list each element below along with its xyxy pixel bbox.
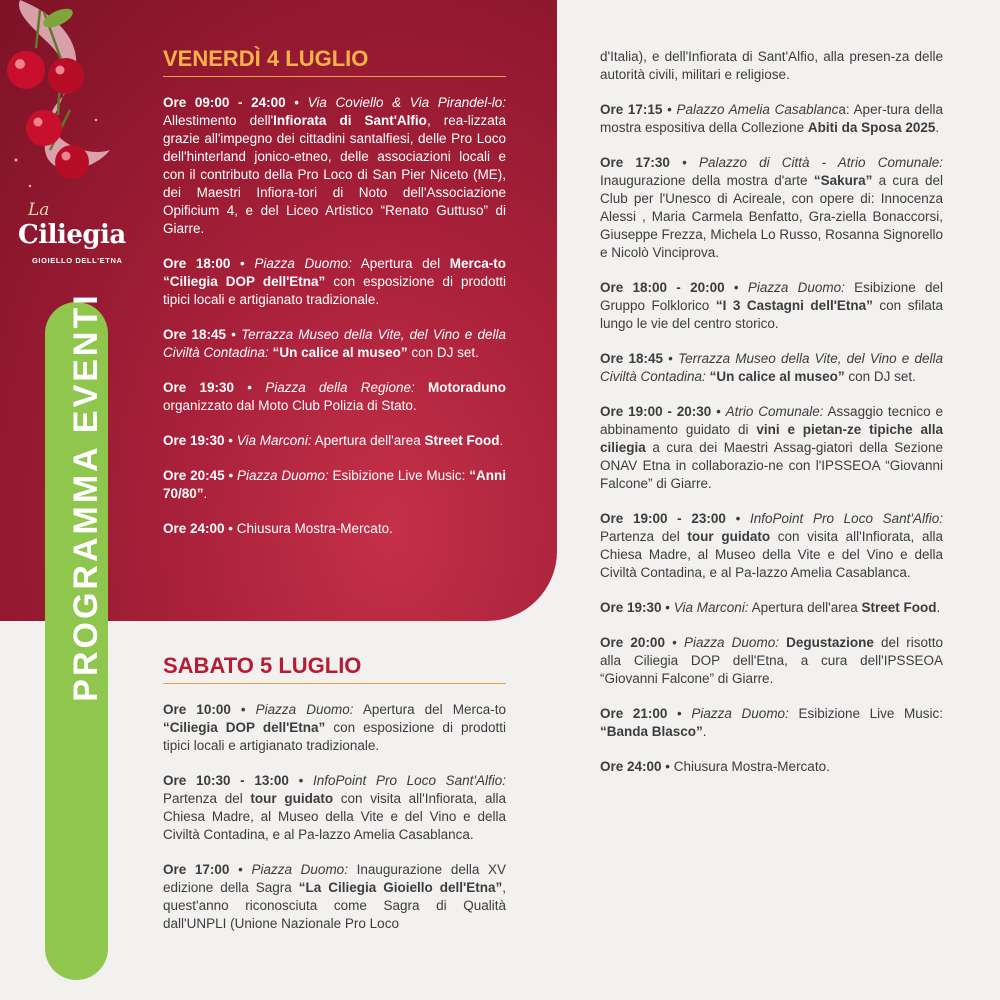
saturday-title: SABATO 5 LUGLIO [163, 652, 506, 684]
event-time: Ore 18:00 - 20:00 [600, 280, 725, 295]
event-text: con esposizione di prodotti tipici locali e artigianato tradizionale. [163, 720, 506, 753]
event-text: Apertura dell'area [311, 433, 425, 448]
event-item [600, 403, 943, 493]
event-separator: • [711, 404, 726, 419]
event-place: Piazza Duomo: [747, 280, 845, 295]
friday-event-list [163, 94, 506, 538]
event-item [600, 758, 943, 776]
event-text: Allestimento dell' [163, 113, 274, 128]
event-separator: • [234, 380, 266, 395]
event-separator: • [669, 155, 699, 170]
event-place: Piazza Duomo: [251, 862, 348, 877]
event-item [600, 48, 943, 84]
event-text: Assaggio tecnico e abbinamento guidato di [600, 404, 943, 437]
side-banner-label: PROGRAMMA EVENTI [67, 292, 105, 702]
event-text: . [702, 724, 707, 739]
event-place: Terrazza Museo della Vite, del Vino e della Civiltà Contadina: [163, 327, 506, 360]
event-time: Ore 20:45 [163, 468, 225, 483]
event-text: . [936, 600, 941, 615]
event-text: Esibizione Live Music: [788, 706, 944, 721]
friday-title: VENERDÌ 4 LUGLIO [163, 45, 506, 77]
event-highlight: “Un calice al museo” [272, 345, 408, 360]
event-text: Inaugurazione della mostra d'arte [600, 173, 814, 188]
event-separator: • [230, 702, 256, 717]
event-highlight: Infiorata di Sant'Alfio [273, 113, 427, 128]
event-item [600, 101, 943, 137]
event-time: Ore 17:30 [600, 155, 670, 170]
event-text: , quest'anno riconosciuta come Sagra di Qualità dall'UNPLI (Unione Nazionale Pro Loco [163, 880, 507, 931]
event-separator: • [662, 351, 679, 366]
event-place: Via Marconi: [236, 433, 312, 448]
side-banner [45, 292, 108, 980]
event-highlight: Merca-to “Ciliegia DOP dell'Etna” [163, 256, 507, 289]
event-separator: • [230, 256, 255, 271]
event-highlight: “I 3 Castagni dell'Etna” [715, 298, 873, 313]
event-place: Via Coviello & Via Pirandel-lo: [307, 95, 506, 110]
event-time: Ore 18:45 [163, 327, 226, 342]
event-time: Ore 19:30 [163, 380, 235, 395]
event-text: con DJ set. [407, 345, 479, 360]
event-text: Chiusura Mostra-Mercato. [673, 759, 830, 774]
event-place: Piazza Duomo: [255, 702, 354, 717]
saturday-continued-column [600, 48, 943, 793]
event-text: con visita all'Infiorata, alla Chiesa Madre, al Museo della Vite e del Vino e della Civiltà Contadina, e al Pa-lazzo Amelia Casablanca. [163, 791, 506, 842]
event-time: Ore 24:00 [163, 521, 225, 536]
event-separator: • [661, 600, 674, 615]
logo-la: La [28, 200, 50, 220]
event-text: con esposizione di prodotti tipici locali e artigianato tradizionale. [163, 274, 506, 307]
event-text: con DJ set. [844, 369, 916, 384]
event-text: con visita all'Infiorata, alla Chiesa Madre, al Museo della Vite e del Vino e della Civiltà Contadina, e al Pa-lazzo Amelia Casablanca. [600, 529, 943, 580]
event-place: Via Marconi: [673, 600, 749, 615]
event-item [600, 154, 943, 262]
event-item [600, 350, 943, 386]
event-separator: • [224, 433, 237, 448]
event-separator: • [224, 521, 237, 536]
event-text: d'Italia), e dell'Infiorata di Sant'Alfio, alla presen-za delle autorità civili, militari e religiose. [600, 49, 943, 82]
event-text [415, 380, 428, 395]
event-separator: • [288, 773, 313, 788]
event-highlight: tour guidato [250, 791, 334, 806]
event-highlight: vini e pietan-ze tipiche alla ciliegia [600, 422, 943, 455]
event-highlight: “Un calice al museo” [709, 369, 845, 384]
event-highlight: Motoraduno [428, 380, 506, 395]
event-text: Apertura del [351, 256, 450, 271]
event-time: Ore 19:30 [600, 600, 662, 615]
event-text: con sfilata lungo le vie del centro storico. [600, 298, 943, 331]
event-text: Chiusura Mostra-Mercato. [236, 521, 393, 536]
event-place: Piazza Duomo: [237, 468, 329, 483]
event-item [600, 279, 943, 333]
event-text: Partenza del [600, 529, 688, 544]
event-time: Ore 17:00 [163, 862, 230, 877]
event-separator: • [229, 862, 252, 877]
event-separator: • [224, 468, 238, 483]
event-time: Ore 18:45 [600, 351, 663, 366]
event-text: Esibizione Live Music: [328, 468, 470, 483]
event-separator: • [285, 95, 308, 110]
event-item [163, 467, 506, 503]
event-separator: • [661, 759, 674, 774]
saturday-event-list [163, 701, 506, 933]
event-time: Ore 19:00 - 23:00 [600, 511, 726, 526]
event-separator: • [662, 102, 677, 117]
event-text: Apertura dell'area [748, 600, 862, 615]
event-item [600, 634, 943, 688]
event-text: . [499, 433, 504, 448]
event-time: Ore 19:30 [163, 433, 225, 448]
event-item [600, 510, 943, 582]
event-item [600, 705, 943, 741]
event-highlight: Degustazione [786, 635, 874, 650]
event-highlight: Abiti da Sposa 2025 [807, 120, 936, 135]
event-time: Ore 10:00 [163, 702, 231, 717]
event-place: Piazza Duomo: [254, 256, 352, 271]
event-item [163, 432, 506, 450]
event-place: InfoPoint Pro Loco Sant'Alfio: [750, 511, 943, 526]
event-time: Ore 10:30 - 13:00 [163, 773, 289, 788]
event-text: Partenza del [163, 791, 251, 806]
event-highlight: “Anni 70/80” [163, 468, 507, 501]
event-text: Apertura del Merca-to [353, 702, 506, 717]
event-text: a cura dei Maestri Assag-giatori della Sezione ONAV Etna in collaborazio-ne con l'IPSSEOA “Giovanni Falcone” di Giarre. [600, 440, 943, 491]
event-text: . [203, 486, 208, 501]
event-place: Palazzo di Città - Atrio Comunale: [698, 155, 943, 170]
event-time: Ore 24:00 [600, 759, 662, 774]
event-place: Atrio Comunale: [725, 404, 824, 419]
event-text: . [935, 120, 940, 135]
event-time: Ore 17:15 [600, 102, 663, 117]
saturday-column [163, 652, 506, 950]
event-text: a cura del Club per l'Unesco di Acireale, con opere di: Innocenza Alessi , Maria Carmela Benfatto, Gra-ziella Bonaccorsi, Giuseppe Frezza, Michela Lo Russo, Rosanna Signorello e Nicolò Vinciprova. [600, 173, 943, 260]
event-item [163, 326, 506, 362]
logo-name: Ciliegia [18, 220, 126, 250]
event-place: Piazza Duomo: [691, 706, 789, 721]
event-highlight: “Sakura” [813, 173, 873, 188]
event-time: Ore 09:00 - 24:00 [163, 95, 286, 110]
event-item [163, 94, 506, 238]
friday-column [163, 45, 506, 555]
event-separator: • [667, 706, 692, 721]
event-time: Ore 21:00 [600, 706, 668, 721]
event-text: del risotto alla Ciliegia DOP dell'Etna, a cura dell'IPSSEOA “Giovanni Falcone” di Giarre. [600, 635, 943, 686]
event-item [163, 520, 506, 538]
event-text: organizzato dal Moto Club Polizia di Stato. [163, 398, 417, 413]
event-separator: • [725, 511, 750, 526]
event-item [163, 772, 506, 844]
event-place: Piazza Duomo: [684, 635, 779, 650]
event-separator: • [664, 635, 684, 650]
event-text: Esibizione del Gruppo Folklorico [600, 280, 943, 313]
logo-subtitle: GIOIELLO DELL'ETNA [32, 256, 123, 265]
event-item [163, 255, 506, 309]
event-highlight: Street Food [424, 433, 500, 448]
event-time: Ore 18:00 [163, 256, 231, 271]
event-place: Terrazza Museo della Vite, del Vino e della Civiltà Contadina: [600, 351, 943, 384]
event-highlight: “La Ciliegia Gioiello dell'Etna” [298, 880, 503, 895]
event-time: Ore 20:00 [600, 635, 665, 650]
event-item [163, 379, 506, 415]
event-text: Inaugurazione della XV edizione della Sagra [163, 862, 507, 895]
saturday-continued-list [600, 48, 943, 776]
event-highlight: “Banda Blasco” [600, 724, 703, 739]
event-place: InfoPoint Pro Loco Sant'Alfio: [313, 773, 506, 788]
event-text: , rea-lizzata grazie all'impegno dei cittadini santalfiesi, delle Pro Loco dell'hinterland jonico-etneo, delle associazioni locali e con il contributo della Pro Loco di San Pier Niceto (ME), dei Maestri Infiora-tori di Noto dell'Associazione Opificium 4, e del Liceo Artistico “Renato Guttuso” di Giarre. [163, 113, 506, 236]
event-place: Piazza della Regione: [265, 380, 415, 395]
event-highlight: Street Food [861, 600, 937, 615]
event-item [163, 701, 506, 755]
event-highlight: tour guidato [687, 529, 771, 544]
event-highlight: “Ciliegia DOP dell'Etna” [163, 720, 326, 735]
event-separator: • [724, 280, 748, 295]
event-text: a: Aper-tura della mostra espositiva della Collezione [600, 102, 944, 135]
event-time: Ore 19:00 - 20:30 [600, 404, 712, 419]
event-item [163, 861, 506, 933]
event-place: Palazzo Amelia Casablanc [676, 102, 839, 117]
event-separator: • [225, 327, 242, 342]
event-item [600, 599, 943, 617]
